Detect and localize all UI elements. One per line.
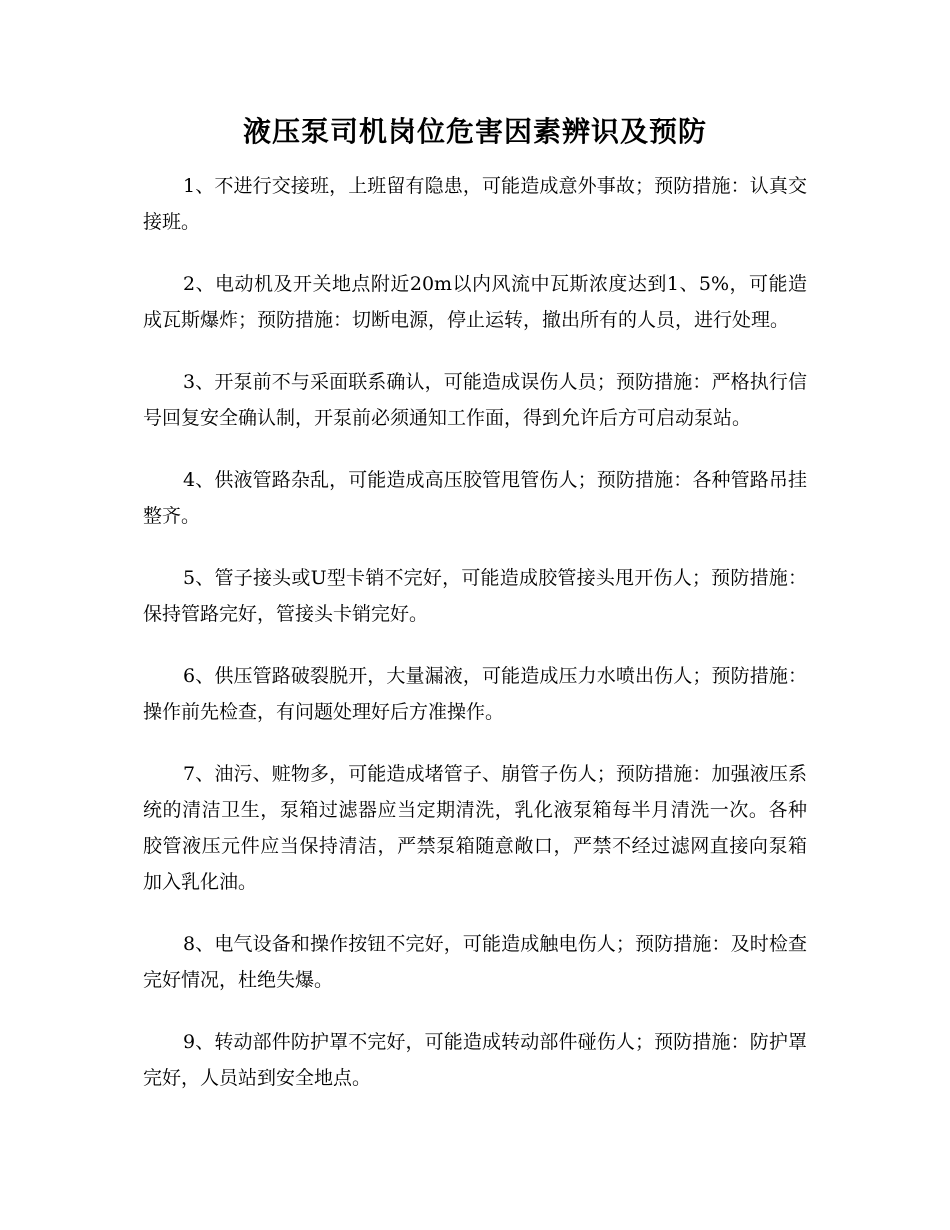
paragraph-4: 4、供液管路杂乱，可能造成高压胶管甩管伤人；预防措施：各种管路吊挂整齐。 — [143, 469, 807, 527]
paragraph-7: 7、油污、赃物多，可能造成堵管子、崩管子伤人；预防措施：加强液压系统的清洁卫生，泵箱过滤器应当定期清洗，乳化液泵箱每半月清洗一次。各种胶管液压元件应当保持清洁，严禁泵箱随意敞口，严禁不经过滤网直接向泵箱加入乳化油。 — [143, 763, 807, 893]
document-body — [143, 168, 807, 1122]
paragraph-1: 1、不进行交接班，上班留有隐患，可能造成意外事故；预防措施：认真交接班。 — [143, 175, 807, 233]
paragraph-6: 6、供压管路破裂脱开，大量漏液，可能造成压力水喷出伤人；预防措施：操作前先检查，有问题处理好后方准操作。 — [143, 665, 807, 723]
paragraph-2: 2、电动机及开关地点附近20m以内风流中瓦斯浓度达到1、5%，可能造成瓦斯爆炸；预防措施：切断电源，停止运转，撤出所有的人员，进行处理。 — [143, 273, 807, 331]
paragraph-3: 3、开泵前不与采面联系确认，可能造成误伤人员；预防措施：严格执行信号回复安全确认制，开泵前必须通知工作面，得到允许后方可启动泵站。 — [143, 371, 807, 429]
paragraph-5: 5、管子接头或U型卡销不完好，可能造成胶管接头甩开伤人；预防措施：保持管路完好，管接头卡销完好。 — [143, 567, 807, 625]
paragraph-8: 8、电气设备和操作按钮不完好，可能造成触电伤人；预防措施：及时检查完好情况，杜绝失爆。 — [143, 933, 807, 991]
document-title: 液压泵司机岗位危害因素辨识及预防 — [242, 115, 707, 148]
paragraph-9: 9、转动部件防护罩不完好，可能造成转动部件碰伤人；预防措施：防护罩完好，人员站到安全地点。 — [143, 1031, 807, 1089]
